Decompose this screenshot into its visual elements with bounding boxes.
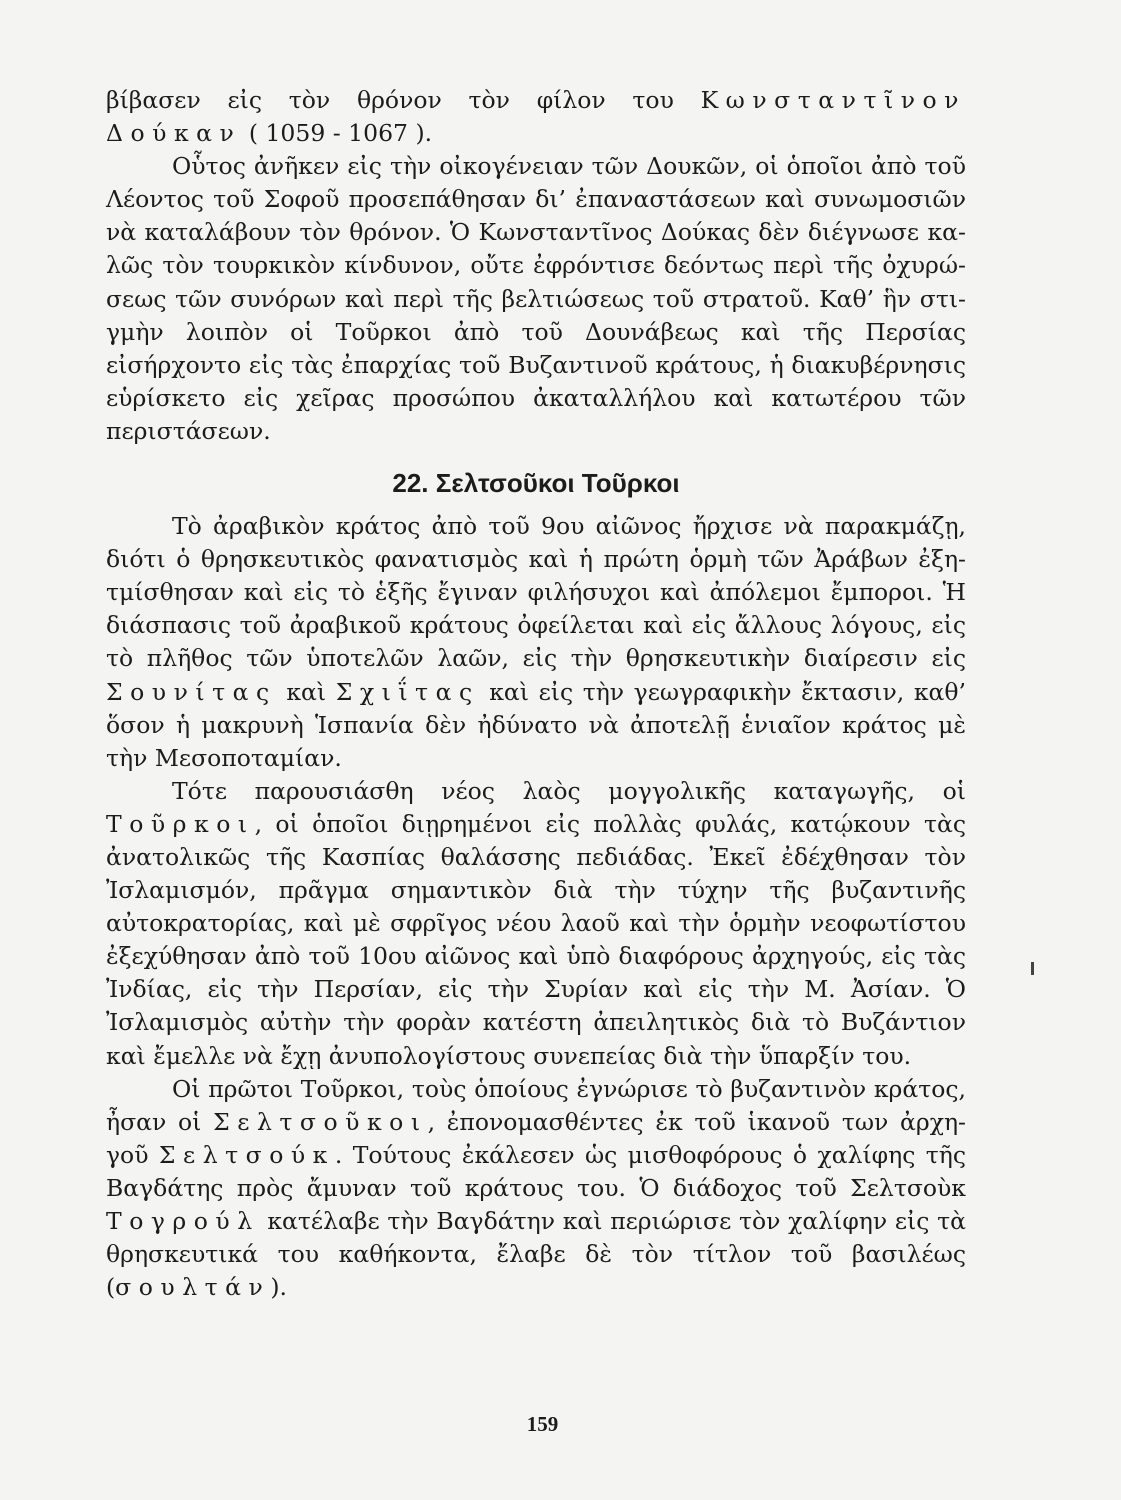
text-run: ). [270,1273,287,1302]
margin-mark [1031,962,1034,975]
spaced-name: Σχιΐτας [335,677,480,706]
paragraph: Οὗτος ἀνῆκεν εἰς τὴν οἰκογένειαν τῶν Δουκῶν, οἱ ὁποῖοι ἀπὸ τοῦ Λέοντος τοῦ Σοφοῦ προσεπάθησαν δι’ ἐπαναστάσεων καὶ συνωμοσιῶν νὰ καταλάβουν τὸν θρόνον. Ὁ Κωνσταντῖνος Δούκας δὲν διέγνωσε καλῶς τὸν τουρκικὸν κίνδυνον, οὔτε ἐφρόντισε δεόντως περὶ τῆς ὀχυρώσεως τῶν συνόρων καὶ περὶ τῆς βελτιώσεως τοῦ στρατοῦ. Καθ’ ἣν στιγμὴν λοιπὸν οἱ Τοῦρκοι ἀπὸ τοῦ Δουνάβεως καὶ τῆς Περσίας εἰσήρχοντο εἰς τὰς ἐπαρχίας τοῦ Βυζαντινοῦ κράτους, ἡ διακυβέρνησις εὑρίσκετο εἰς χεῖρας προσώπου ἀκαταλλήλου καὶ κατωτέρου τῶν περιστάσεων. [106,152,966,445]
spaced-name: σουλτάν [115,1273,271,1302]
text-run: Οἱ πρῶτοι Τοῦρκοι, τοὺς ὁποίους ἐγνώρισε τὸ βυζαντινὸν κράτος, ἦσαν οἱ [106,1074,966,1136]
section-heading: 22. Σελτσοῦκοι Τοῦρκοι [392,468,680,499]
spaced-name: Τογρούλ [106,1207,260,1235]
paragraph [106,1073,966,1305]
text-run: . Τούτους ἐκάλεσεν ὡς μισθοφόρους ὁ χαλίφης τῆς Βαγδάτης πρὸς ἄμυναν τοῦ κράτους του. Ὁ διάδοχος τοῦ Σελτσοὺκ [106,1140,966,1202]
text-run: , οἱ ὁποῖοι διῃρημένοι εἰς πολλὰς φυλάς, κατῴκουν τὰς ἀνατολικῶς τῆς Κασπίας θαλάσσης πεδιάδας. Ἐκεῖ ἐδέχθησαν τὸν Ἰσλαμισμόν, πρᾶγμα σημαντικὸν διὰ τὴν τύχην τῆς βυζαντινῆς αὐτοκρατορίας, καὶ μὲ σφρῖγος νέου λαοῦ καὶ τὴν ὁρμὴν νεοφωτίστου ἐξεχύθησαν ἀπὸ τοῦ 10ου αἰῶνος καὶ ὑπὸ διαφόρους ἀρχηγούς, εἰς τὰς Ἰνδίας, εἰς τὴν Περσίαν, εἰς τὴν Συρίαν καὶ εἰς τὴν Μ. Ἀσίαν. Ὁ Ἰσλαμισμὸς αὐτὴν τὴν φορὰν κατέστη ἀπειλητικὸς διὰ τὸ Βυζάντιον καὶ ἔμελλε νὰ ἔχῃ ἀνυπολογίστους συνεπείας διὰ τὴν ὕπαρξίν του. [106,809,966,1070]
spaced-name: Σελτσοῦκοι [213,1107,428,1136]
spaced-name: Σουνίτας [106,677,277,706]
paragraph [106,775,966,1073]
text-run: καὶ [276,677,336,706]
text-column [106,84,966,1304]
text-run: βίβασεν εἰς τὸν θρόνον τὸν φίλον του [106,86,701,114]
spaced-name: Τοῦρκοι [106,809,255,838]
text-run: Τὸ ἀραβικὸν κράτος ἀπὸ τοῦ 9ου αἰῶνος ἤρχισε νὰ παρακμάζῃ, διότι ὁ θρησκευτικὸς φανατισμὸς καὶ ἡ πρώτη ὁρμὴ τῶν Ἀράβων ἐξητμίσθησαν καὶ εἰς τὸ ἑξῆς ἔγιναν φιλήσυχοι καὶ ἀπόλεμοι ἔμποροι. Ἡ διάσπασις τοῦ ἀραβικοῦ κράτους ὀφείλεται καὶ εἰς ἄλλους λόγους, εἰς τὸ πλῆθος τῶν ὑποτελῶν λαῶν, εἰς τὴν θρησκευτικὴν διαίρεσιν εἰς [106,512,966,673]
text-run: , ἐπονομασθέντες ἐκ τοῦ ἱκανοῦ των ἀρχηγοῦ [106,1107,966,1169]
spaced-name: Κωνσταντῖνον Δούκαν [106,86,966,148]
text-run: ( 1059 - 1067 ). [241,119,433,148]
section-heading-wrap [106,448,966,510]
spaced-name: Σελτσούκ [158,1140,335,1169]
page-number: 159 [526,1412,559,1436]
text-run: καὶ εἰς τὴν γεωγραφικὴν ἔκτασιν, καθ’ ὅσον ἡ μακρυνὴ Ἱσπανία δὲν ἠδύνατο νὰ ἀποτελῇ ἑνιαῖον κράτος μὲ τὴν Μεσοποταμίαν. [106,677,966,772]
text-run: Τότε παρουσιάσθη νέος λαὸς μογγολικῆς καταγωγῆς, οἱ [172,776,966,805]
paragraph [106,510,966,775]
text-run: κατέλαβε τὴν Βαγδάτην καὶ περιώρισε τὸν χαλίφην εἰς τὰ θρησκευτικά του καθήκοντα, ἔλαβε δὲ τὸν τίτλον τοῦ βασιλέως ( [106,1207,966,1302]
paragraph-continuation [106,84,966,150]
